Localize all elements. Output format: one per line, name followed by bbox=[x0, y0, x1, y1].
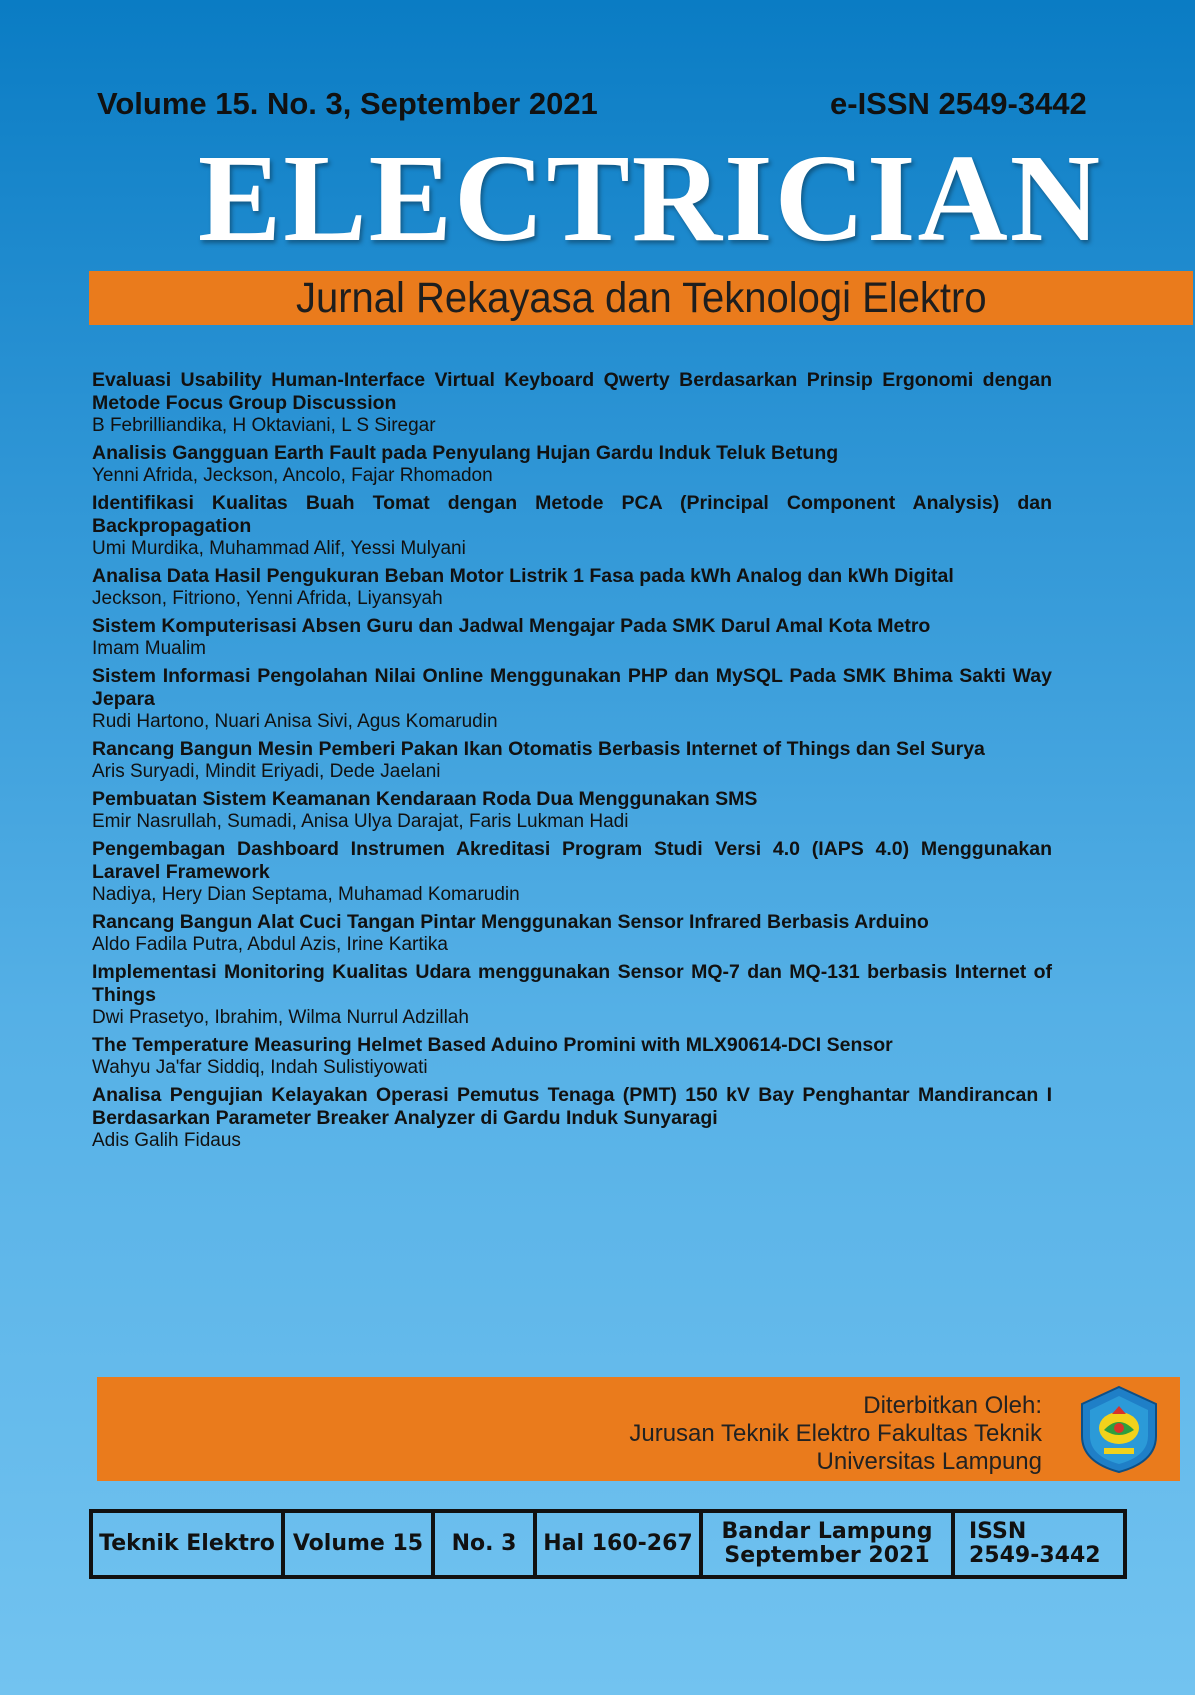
article-authors: Adis Galih Fidaus bbox=[92, 1130, 241, 1151]
issn-value: 2549-3442 bbox=[969, 1543, 1101, 1568]
article-title: The Temperature Measuring Helmet Based Aduino Promini with MLX90614-DCI Sensor bbox=[92, 1034, 893, 1056]
article-authors: Rudi Hartono, Nuari Anisa Sivi, Agus Komarudin bbox=[92, 711, 498, 732]
article-entry bbox=[92, 615, 1052, 660]
article-entry bbox=[92, 1084, 1052, 1152]
publisher-department: Jurusan Teknik Elektro Fakultas Teknik bbox=[629, 1420, 1042, 1447]
article-title: Rancang Bangun Mesin Pemberi Pakan Ikan Otomatis Berbasis Internet of Things dan Sel Surya bbox=[92, 738, 985, 760]
article-entry bbox=[92, 369, 1052, 437]
article-title: Analisa Data Hasil Pengukuran Beban Motor Listrik 1 Fasa pada kWh Analog dan kWh Digital bbox=[92, 565, 954, 587]
article-authors: Umi Murdika, Muhammad Alif, Yessi Mulyani bbox=[92, 538, 466, 559]
department-cell: Teknik Elektro bbox=[91, 1511, 283, 1577]
issue-info-table bbox=[89, 1509, 1127, 1579]
article-title: Evaluasi Usability Human-Interface Virtual Keyboard Qwerty Berdasarkan Prinsip Ergonomi dengan Metode Focus Group Discussion bbox=[92, 369, 1052, 414]
article-entry bbox=[92, 911, 1052, 956]
pages-cell: Hal 160-267 bbox=[535, 1511, 701, 1577]
article-authors: Emir Nasrullah, Sumadi, Anisa Ulya Darajat, Faris Lukman Hadi bbox=[92, 811, 629, 832]
article-authors: Jeckson, Fitriono, Yenni Afrida, Liyansyah bbox=[92, 588, 443, 609]
city-label: Bandar Lampung bbox=[721, 1519, 933, 1544]
article-authors: Imam Mualim bbox=[92, 638, 207, 659]
article-authors: Aldo Fadila Putra, Abdul Azis, Irine Kartika bbox=[92, 934, 448, 955]
article-title: Pembuatan Sistem Keamanan Kendaraan Roda Dua Menggunakan SMS bbox=[92, 788, 758, 810]
article-authors: Nadiya, Hery Dian Septama, Muhamad Komarudin bbox=[92, 884, 520, 905]
article-title: Identifikasi Kualitas Buah Tomat dengan Metode PCA (Principal Component Analysis) dan Backpropagation bbox=[92, 492, 1052, 537]
article-title: Rancang Bangun Alat Cuci Tangan Pintar Menggunakan Sensor Infrared Berbasis Arduino bbox=[92, 911, 929, 933]
publisher-band bbox=[97, 1377, 1180, 1481]
volume-issue-line: Volume 15. No. 3, September 2021 bbox=[97, 86, 598, 121]
article-title: Pengembagan Dashboard Instrumen Akreditasi Program Studi Versi 4.0 (IAPS 4.0) Menggunakan Laravel Framework bbox=[92, 838, 1052, 883]
article-entry bbox=[92, 738, 1052, 783]
article-title: Analisa Pengujian Kelayakan Operasi Pemutus Tenaga (PMT) 150 kV Bay Penghantar Mandirancan I Berdasarkan Parameter Breaker Analyzer di Gardu Induk Sunyaragi bbox=[92, 1084, 1052, 1129]
university-seal-icon bbox=[1074, 1384, 1164, 1474]
article-title: Implementasi Monitoring Kualitas Udara menggunakan Sensor MQ-7 dan MQ-131 berbasis Internet of Things bbox=[92, 961, 1052, 1006]
publisher-label: Diterbitkan Oleh: bbox=[863, 1392, 1042, 1419]
publisher-info bbox=[629, 1392, 1042, 1476]
article-title: Sistem Komputerisasi Absen Guru dan Jadwal Mengajar Pada SMK Darul Amal Kota Metro bbox=[92, 615, 931, 637]
journal-title: ELECTRICIAN bbox=[197, 130, 1103, 268]
issn-label: ISSN bbox=[969, 1519, 1027, 1544]
eissn-label: e-ISSN 2549-3442 bbox=[830, 86, 1087, 121]
article-entry bbox=[92, 565, 1052, 610]
publisher-university: Universitas Lampung bbox=[816, 1448, 1042, 1475]
volume-cell: Volume 15 bbox=[283, 1511, 433, 1577]
article-authors: B Febrilliandika, H Oktaviani, L S Siregar bbox=[92, 415, 436, 436]
article-entry bbox=[92, 442, 1052, 487]
article-entry bbox=[92, 788, 1052, 833]
subtitle-band bbox=[89, 271, 1193, 325]
article-authors: Wahyu Ja'far Siddiq, Indah Sulistiyowati bbox=[92, 1057, 428, 1078]
article-title: Analisis Gangguan Earth Fault pada Penyulang Hujan Gardu Induk Teluk Betung bbox=[92, 442, 839, 464]
table-of-contents bbox=[92, 369, 1052, 1157]
article-entry bbox=[92, 961, 1052, 1029]
number-cell: No. 3 bbox=[433, 1511, 535, 1577]
article-authors: Dwi Prasetyo, Ibrahim, Wilma Nurrul Adzillah bbox=[92, 1007, 469, 1028]
place-date-cell bbox=[701, 1511, 953, 1577]
issn-cell bbox=[953, 1511, 1125, 1577]
article-entry bbox=[92, 665, 1052, 733]
article-authors: Aris Suryadi, Mindit Eriyadi, Dede Jaelani bbox=[92, 761, 441, 782]
journal-subtitle: Jurnal Rekayasa dan Teknologi Elektro bbox=[295, 273, 987, 322]
date-label: September 2021 bbox=[724, 1543, 930, 1568]
article-entry bbox=[92, 492, 1052, 560]
article-title: Sistem Informasi Pengolahan Nilai Online Menggunakan PHP dan MySQL Pada SMK Bhima Sakti Way Jepara bbox=[92, 665, 1052, 710]
article-entry bbox=[92, 1034, 1052, 1079]
article-authors: Yenni Afrida, Jeckson, Ancolo, Fajar Rhomadon bbox=[92, 465, 493, 486]
article-entry bbox=[92, 838, 1052, 906]
